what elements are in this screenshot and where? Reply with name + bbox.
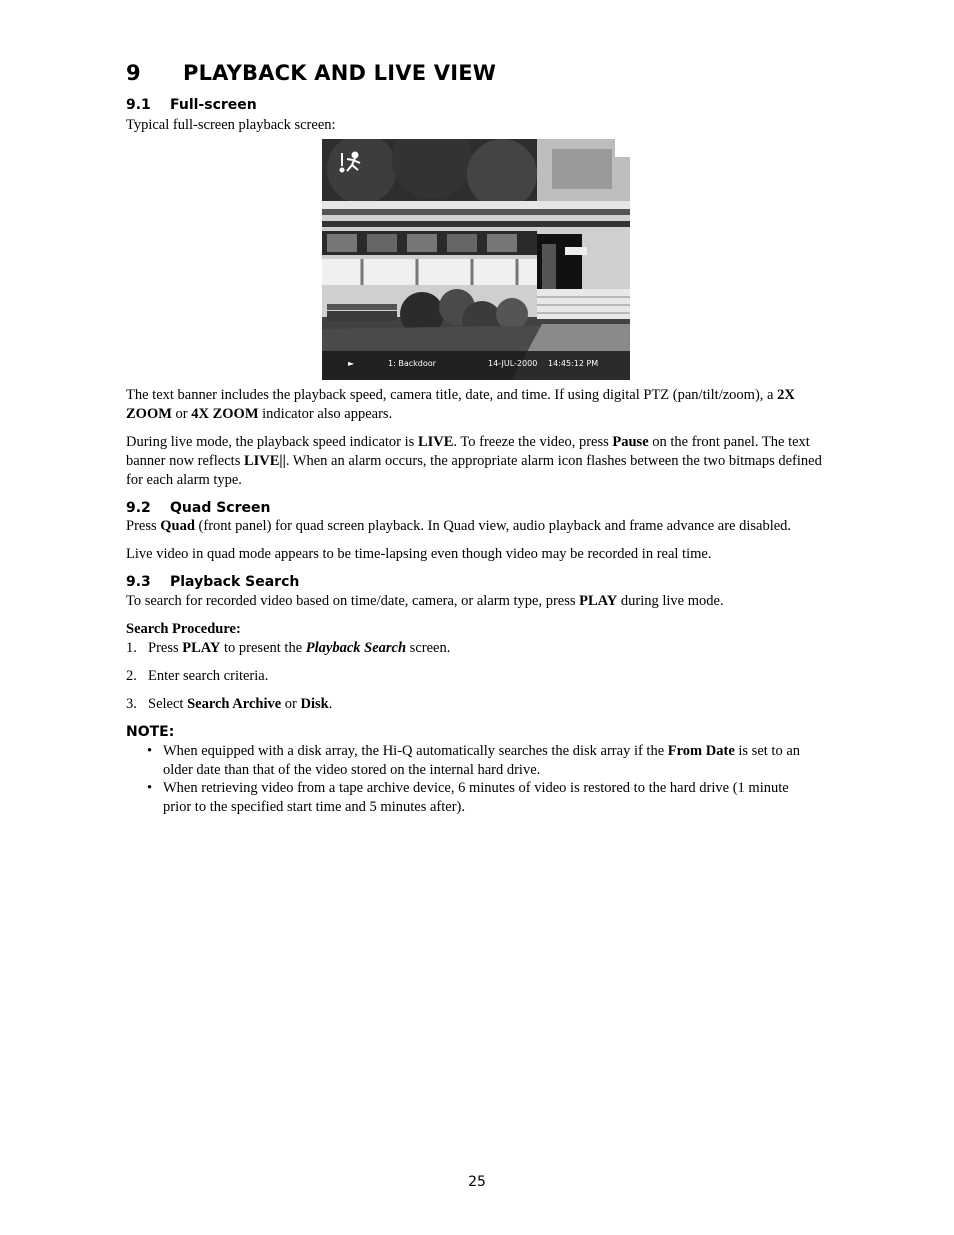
subsection-heading-9-1: 9.1 Full-screen [126,97,257,113]
section-heading [126,61,496,85]
playback-image [322,139,630,380]
section-number: 9 [126,61,141,85]
playback-speed-indicator: ► [348,359,355,368]
camera-title: 1: Backdoor [388,359,436,368]
banner-time: 14:45:12 PM [548,359,599,368]
banner-date: 14-JUL-2000 [488,359,538,368]
subsection-heading-9-2: 9.2 Quad Screen [126,500,271,516]
page-number: 25 [468,1174,486,1190]
note-bullet-tape-archive: • When retrieving video from a tape archive device, 6 minutes of video is restored to the hard drive (1 minute prior to the specified start time and 5 minutes after). [147,780,789,815]
procedure-step-2: 2. Enter search criteria. [126,668,269,684]
paragraph-playback-search: To search for recorded video based on time/date, camera, or alarm type, press PLAY during live mode. [126,593,724,609]
playback-screenshot [322,139,630,380]
subsection-heading-9-3: 9.3 Playback Search [126,574,300,590]
section-title: PLAYBACK AND LIVE VIEW [183,61,497,85]
procedure-step-1: 1. Press PLAY to present the Playback Search screen. [126,640,451,656]
note-heading: NOTE: [126,724,175,740]
intro-text: Typical full-screen playback screen: [126,117,336,133]
paragraph-text-banner: The text banner includes the playback speed, camera title, date, and time. If using digital PTZ (pan/tilt/zoom), a 2X ZOOM or 4X ZOOM indicator also appears. [126,387,795,422]
paragraph-quad: Press Quad (front panel) for quad screen playback. In Quad view, audio playback and frame advance are disabled. [126,518,792,534]
paragraph-quad-timelapse: Live video in quad mode appears to be time-lapsing even though video may be recorded in real time. [126,546,712,562]
procedure-heading: Search Procedure: [126,621,241,637]
note-bullet-disk-array: • When equipped with a disk array, the Hi-Q automatically searches the disk array if the From Date is set to an older date than that of the video stored on the internal hard drive. [147,743,801,778]
procedure-step-3: 3. Select Search Archive or Disk. [126,696,333,712]
paragraph-live-mode: During live mode, the playback speed indicator is LIVE. To freeze the video, press Pause on the front panel. The text banner now reflects LIVE||. When an alarm occurs, the appropriate alarm icon flashes between the two bitmaps defined for each alarm type. [126,434,822,488]
